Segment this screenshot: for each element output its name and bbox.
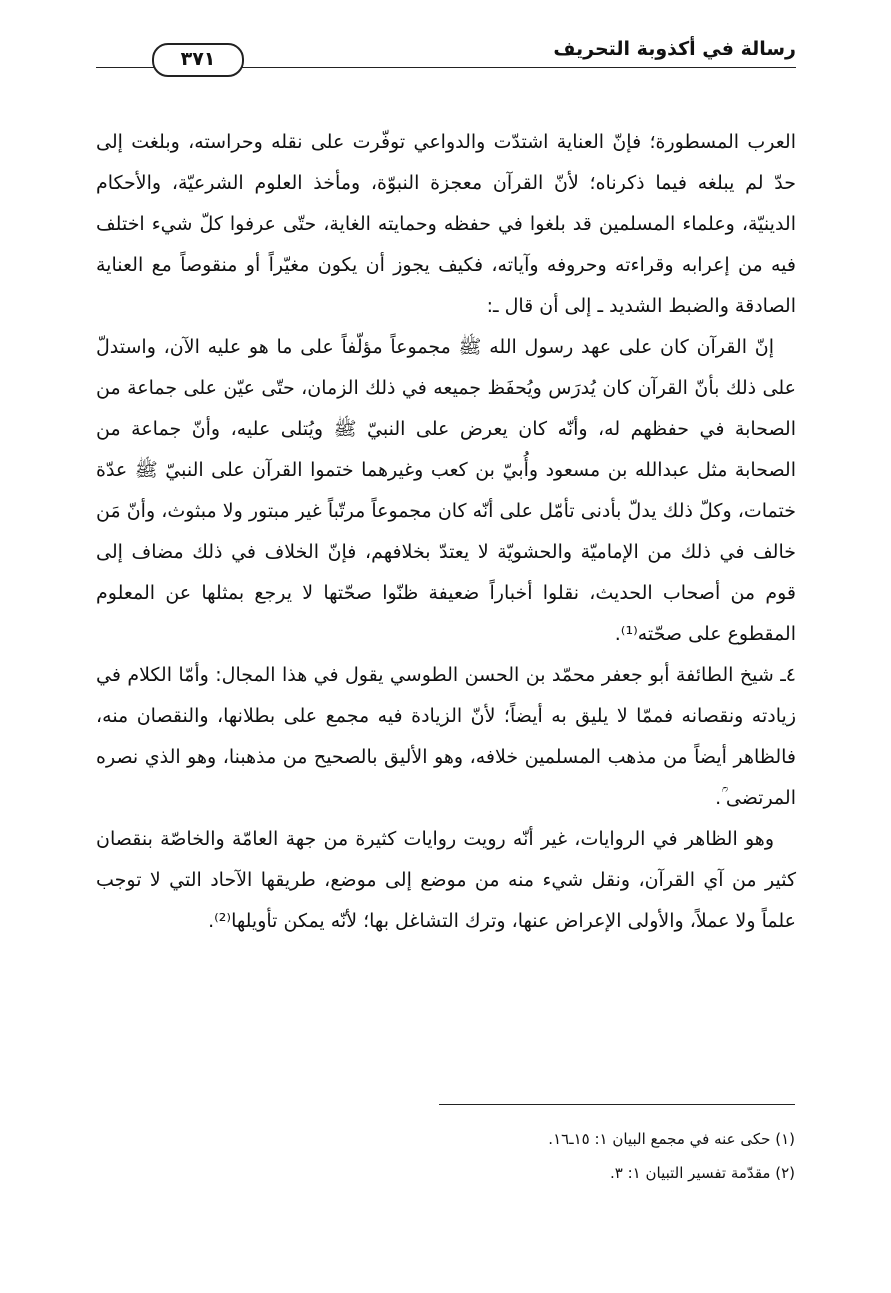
paragraph-1: العرب المسطورة؛ فإنّ العناية اشتدّت والدواعي توفّرت على نقله وحراسته، وبلغت إلى حدّ لم يبلغه فيما ذكرناه؛ لأنّ القرآن معجزة النبوّة، ومأخذ العلوم الشرعيّة، والأحكام الدينيّة، وعلماء المسلمين قد بلغوا في حفظه وحمايته الغاية، حتّى عرفوا كلّ شيء اختلف فيه من إعرابه وقراءته وحروفه وآياته، فكيف يجوز أن يكون مغيّراً أو منقوصاً مع العناية الصادقة والضبط الشديد ـ إلى أن قال ـ: bbox=[96, 131, 796, 317]
paragraph-4: وهو الظاهر في الروايات، غير أنّه رويت روايات كثيرة من جهة العامّة والخاصّة بنقصان كثير من آي القرآن، ونقل شيء منه من موضع إلى موضع، طريقها الآحاد التي لا توجب علماً ولا عملاً، والأولى الإعراض عنها، وترك التشاغل بها؛ لأنّه يمكن تأويلها⁽²⁾. bbox=[96, 828, 796, 932]
paragraph-3: ٤ـ شيخ الطائفة أبو جعفر محمّد بن الحسن الطوسي يقول في هذا المجال: وأمّا الكلام في زيادته ونقصانه فممّا لا يليق به أيضاً؛ لأنّ الزيادة فيه مجمع على بطلانها، والنقصان منه، فالظاهر أيضاً من مذهب المسلمين خلافه، وهو الأليق بالصحيح من مذهبنا، وهو الذي نصره المرتضى ؒ. bbox=[96, 664, 796, 809]
body-text bbox=[96, 122, 796, 942]
footnote-1: (١) حكى عنه في مجمع البيان ١: ١٥ـ١٦. bbox=[548, 1130, 795, 1148]
footnote-2: (٢) مقدّمة تفسير التبيان ١: ٣. bbox=[609, 1164, 795, 1182]
running-header bbox=[96, 38, 796, 72]
paragraph-2: إنّ القرآن كان على عهد رسول الله ﷺ مجموعاً مؤلّفاً على ما هو عليه الآن، واستدلّ على ذلك بأنّ القرآن كان يُدرَس ويُحفَظ جميعه في ذلك الزمان، حتّى عيّن على جماعة من الصحابة في حفظهم له، وأنّه كان يعرض على النبيّ ﷺ ويُتلى عليه، وأنّ جماعة من الصحابة مثل عبدالله بن مسعود وأُبيّ بن كعب وغيرهما ختموا القرآن على النبيّ ﷺ عدّة ختمات، وكلّ ذلك يدلّ بأدنى تأمّل على أنّه كان مجموعاً مرتّباً غير مبتور ولا مبثوث، وأنّ مَن خالف في ذلك من الإماميّة والحشويّة لا يعتدّ بخلافهم، فإنّ الخلاف في ذلك مضاف إلى قوم من أصحاب الحديث، نقلوا أخباراً ضعيفة ظنّوا صحّتها لا يرجع بمثلها عن المعلوم المقطوع على صحّته⁽¹⁾. bbox=[96, 336, 796, 645]
book-title: رسالة في أكذوبة التحريف bbox=[553, 38, 796, 60]
footnote-rule bbox=[439, 1104, 795, 1105]
page-number: ٣٧١ bbox=[152, 43, 244, 77]
footnotes bbox=[95, 1122, 795, 1190]
